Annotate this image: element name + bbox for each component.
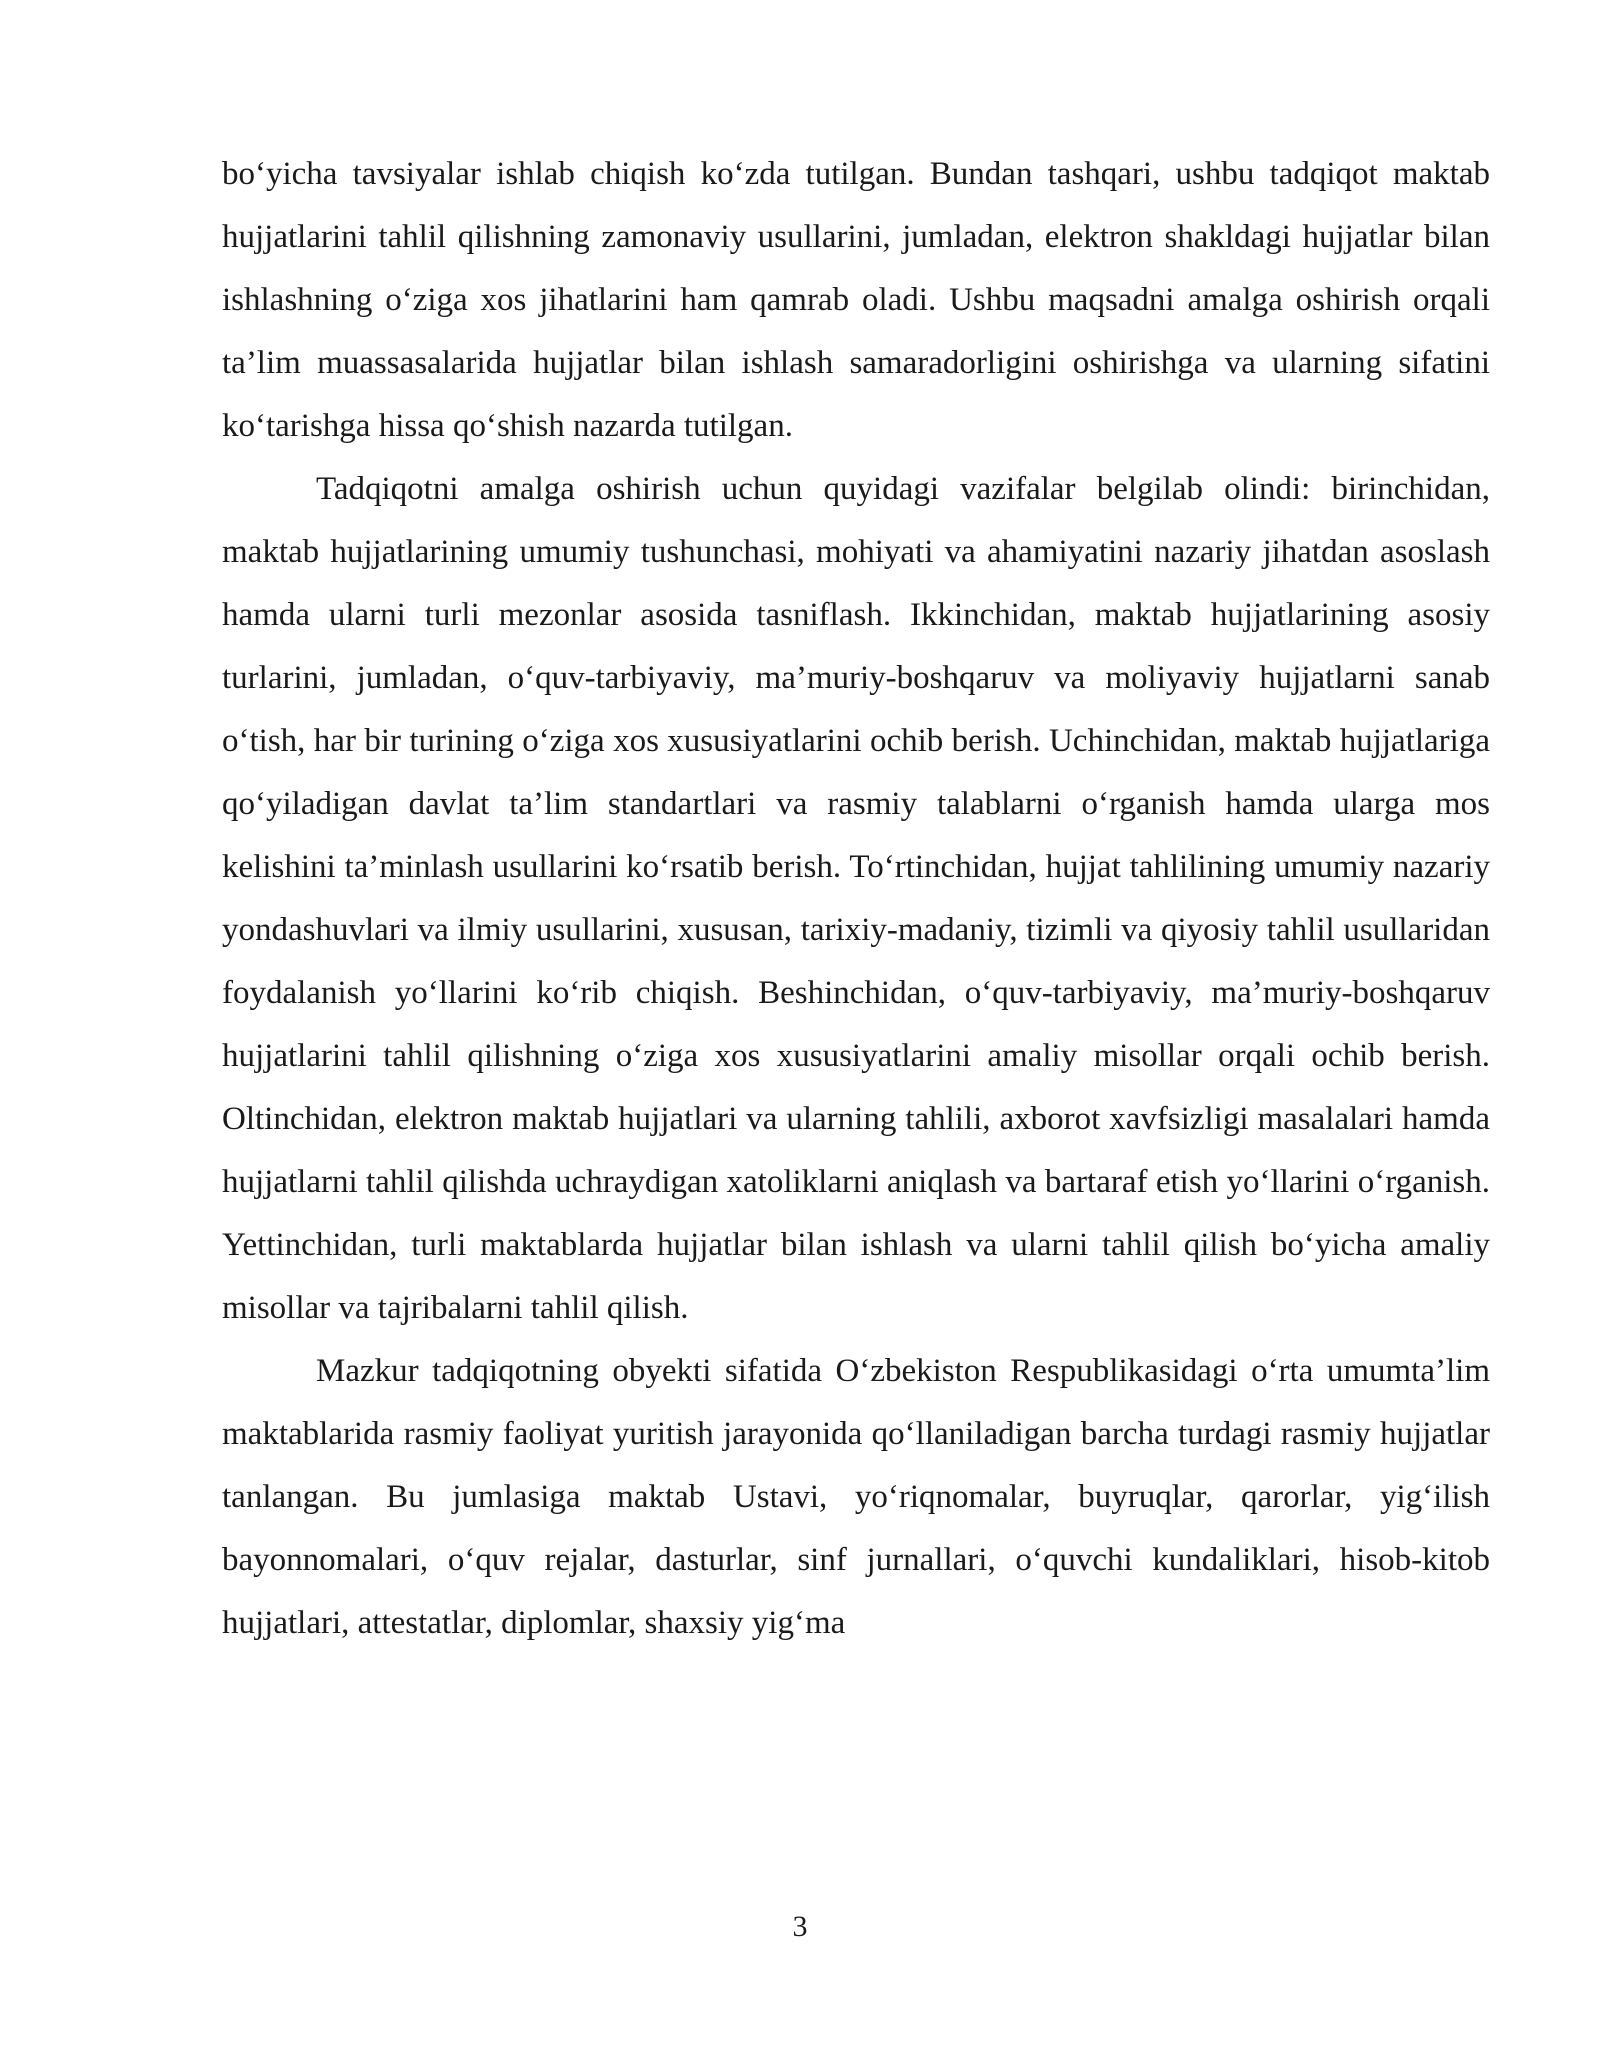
body-text: [222, 143, 1490, 1655]
paragraph-3: Mazkur tadqiqotning obyekti sifatida O‘zbekiston Respublikasidagi o‘rta umumta’lim maktablarida rasmiy faoliyat yuritish jarayonida qo‘llaniladigan barcha turdagi rasmiy hujjatlar tanlangan. Bu jumlasiga maktab Ustavi, yo‘riqnomalar, buyruqlar, qarorlar, yig‘ilish bayonnomalari, o‘quv rejalar, dasturlar, sinf jurnallari, o‘quvchi kundaliklari, hisob-kitob hujjatlari, attestatlar, diplomlar, shaxsiy yig‘ma: [222, 1353, 1490, 1641]
paragraph-1: bo‘yicha tavsiyalar ishlab chiqish ko‘zda tutilgan. Bundan tashqari, ushbu tadqiqot maktab hujjatlarini tahlil qilishning zamonaviy usullarini, jumladan, elektron shakldagi hujjatlar bilan ishlashning o‘ziga xos jihatlarini ham qamrab oladi. Ushbu maqsadni amalga oshirish orqali ta’lim muassasalarida hujjatlar bilan ishlash samaradorligini oshirishga va ularning sifatini ko‘tarishga hissa qo‘shish nazarda tutilgan.: [222, 156, 1490, 444]
paragraph-2: Tadqiqotni amalga oshirish uchun quyidagi vazifalar belgilab olindi: birinchidan, maktab hujjatlarining umumiy tushunchasi, mohiyati va ahamiyatini nazariy jihatdan asoslash hamda ularni turli mezonlar asosida tasniflash. Ikkinchidan, maktab hujjatlarining asosiy turlarini, jumladan, o‘quv-tarbiyaviy, ma’muriy-boshqaruv va moliyaviy hujjatlarni sanab o‘tish, har bir turining o‘ziga xos xususiyatlarini ochib berish. Uchinchidan, maktab hujjatlariga qo‘yiladigan davlat ta’lim standartlari va rasmiy talablarni o‘rganish hamda ularga mos kelishini ta’minlash usullarini ko‘rsatib berish. To‘rtinchidan, hujjat tahlilining umumiy nazariy yondashuvlari va ilmiy usullarini, xususan, tarixiy-madaniy, tizimli va qiyosiy tahlil usullaridan foydalanish yo‘llarini ko‘rib chiqish. Beshinchidan, o‘quv-tarbiyaviy, ma’muriy-boshqaruv hujjatlarini tahlil qilishning o‘ziga xos xususiyatlarini amaliy misollar orqali ochib berish. Oltinchidan, elektron maktab hujjatlari va ularning tahlili, axborot xavfsizligi masalalari hamda hujjatlarni tahlil qilishda uchraydigan xatoliklarni aniqlash va bartaraf etish yo‘llarini o‘rganish. Yettinchidan, turli maktablarda hujjatlar bilan ishlash va ularni tahlil qilish bo‘yicha amaliy misollar va tajribalarni tahlil qilish.: [222, 471, 1490, 1326]
page-number: 3: [792, 1910, 808, 1943]
